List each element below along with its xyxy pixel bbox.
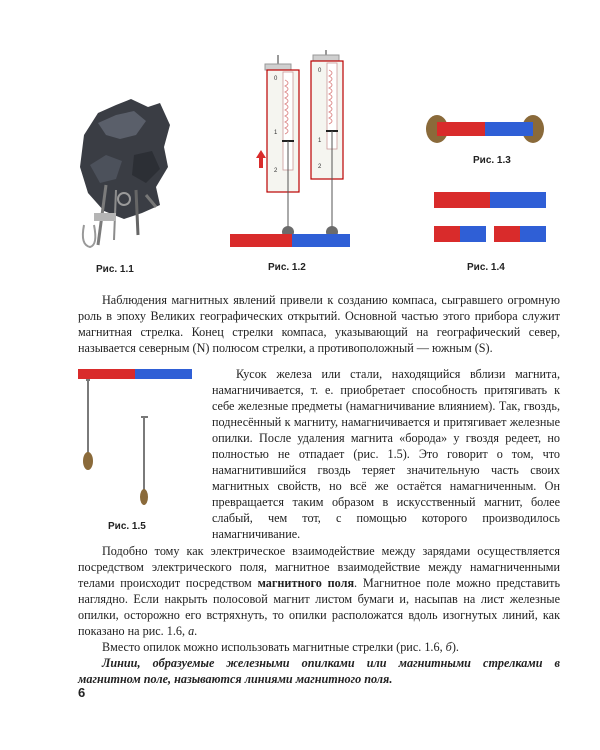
field-text-c: . Магнитное поле можно представить наглядно. Если накрыть полосовой магнит листом бумаги и, насыпав на лист железные опилки, осторожно его встряхнуть, то опилки расположатся вдоль изогнутых линий, как показано на рис. 1.6, [78,576,560,639]
field-text-e: . [194,624,198,639]
paragraph-compass-needles-text [78,639,560,655]
page-number: 6 [78,685,86,700]
paragraph-magnetic-field [78,543,560,687]
figure-1-3-caption: Рис. 1.3 [473,155,511,166]
dyn-right-tick-1: 1 [318,138,322,144]
figure-1-5-nails [76,365,198,515]
magnet-north-half [230,234,292,247]
dyn-right-tick-2: 2 [318,164,322,170]
dynamometer-right [311,50,343,228]
paragraph-magnetization-text: Кусок железа или стали, находящийся вблизи магнита, намагничивается, т. е. приобретает способность притягивать к себе железные предметы (намагничивание влиянием). Так, гвоздь, поднесённый к магниту, намагничивается и притягивает железные опилки. После удаления магнита «борода» у гвоздя редеет, но полностью не отпадает (рис. 1.5). Это говорит о том, что намагнитившийся гвоздь теряет значительную часть своих магнитных свойств, но всё же остаётся намагниченным. Он превращается таким образом в искусственный магнит, более слабый, чем тот, с помощью которого производилось намагничивание. [212,367,560,542]
field-term-bold: магнитного поля [257,576,355,591]
paragraph-compass [78,292,560,356]
figure-1-1-caption: Рис. 1.1 [96,264,134,275]
figure-1-4-cut-magnets [432,190,547,252]
figure-1-4-caption: Рис. 1.4 [467,262,505,273]
figure-1-2-caption: Рис. 1.2 [268,262,306,273]
field-fig-ref-a: а [188,624,195,639]
needles-text-a: Вместо опилок можно использовать магнитные стрелки (рис. 1.6, [102,640,446,655]
dyn-right-tick-0: 0 [318,68,322,74]
figure-1-3-magnet-filings [425,110,545,150]
figure-1-5-caption: Рис. 1.5 [108,521,146,532]
field-text-a: Подобно тому как электрическое взаимодействие между зарядами осуществляется посредством электрического поля, магнитное взаимодействие между намагниченными телами происходит посредством [78,544,560,591]
needles-fig-ref-b: б [445,640,452,655]
magnet-south-half [292,234,350,247]
paragraph-magnetization [212,366,560,543]
dyn-left-tick-0: 0 [274,76,278,82]
needles-text-c: ). [451,640,459,655]
dyn-left-tick-2: 2 [274,168,278,174]
dyn-left-tick-1: 1 [274,130,278,136]
figure-1-1-magnetite [76,95,176,255]
figure-1-2-dynamometers [225,50,355,255]
paragraph-magnetic-field-text [78,543,560,639]
up-arrow-icon [256,150,266,168]
paragraph-compass-text: Наблюдения магнитных явлений привели к созданию компаса, сыгравшего огромную роль в эпоху Великих географических открытий. Основной частью этого прибора служит магнитная стрелка. Конец стрелки компаса, указывающий на географический север, называется северным (N) полюсом стрелки, а противоположный — южным (S). [78,293,560,356]
definition-field-lines: Линии, образуемые железными опилками или магнитными стрелками в магнитном поле, называются линиями магнитного поля. [78,656,560,687]
dynamometer-left [265,55,299,228]
